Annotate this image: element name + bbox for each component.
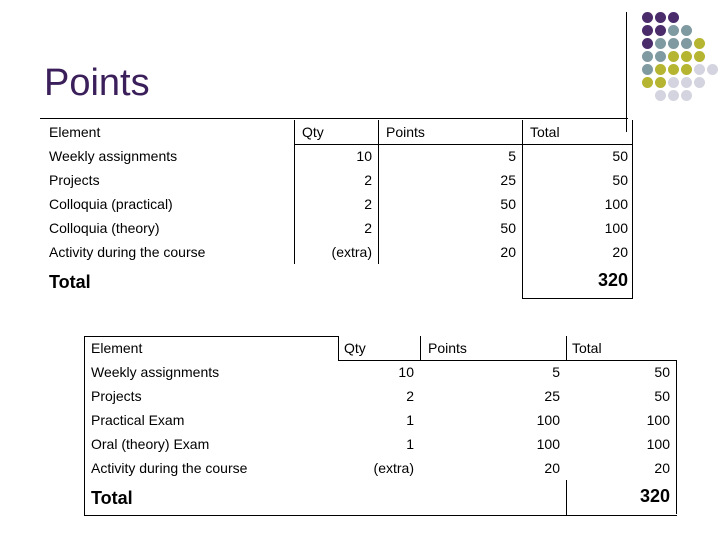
- total-value: 320: [639, 486, 670, 506]
- col-divider: [84, 336, 85, 516]
- dot: [681, 25, 692, 36]
- col-divider: [632, 120, 633, 298]
- row-points: 5: [552, 364, 560, 380]
- dot: [694, 38, 705, 49]
- row-divider: [84, 515, 677, 516]
- total-label: Total: [49, 272, 91, 292]
- row-qty: 1: [406, 412, 414, 428]
- dot: [655, 38, 666, 49]
- row-qty: (extra): [331, 244, 372, 260]
- col-divider: [566, 336, 567, 360]
- header-qty: Qty: [302, 124, 324, 140]
- col-divider: [522, 120, 523, 298]
- col-divider: [378, 120, 379, 264]
- dot: [707, 64, 718, 75]
- row-element: Weekly assignments: [91, 364, 220, 380]
- dot: [642, 25, 653, 36]
- dot: [668, 12, 679, 23]
- row-qty: 10: [398, 364, 414, 380]
- col-divider: [566, 480, 567, 516]
- header-points: Points: [386, 124, 425, 140]
- decorative-dot-grid: [640, 12, 720, 120]
- row-element: Projects: [49, 172, 100, 188]
- row-total: 50: [612, 148, 628, 164]
- header-element: Element: [49, 124, 101, 140]
- row-points: 20: [544, 460, 560, 476]
- dot: [668, 25, 679, 36]
- row-total: 20: [654, 460, 670, 476]
- row-element: Practical Exam: [91, 412, 185, 428]
- dot: [681, 77, 692, 88]
- row-points: 25: [544, 388, 560, 404]
- dot: [642, 12, 653, 23]
- decor-vertical-line: [626, 12, 627, 132]
- row-element: Projects: [91, 388, 142, 404]
- row-qty: 2: [364, 220, 372, 236]
- dot: [668, 38, 679, 49]
- row-qty: 10: [356, 148, 372, 164]
- row-points: 25: [500, 172, 516, 188]
- dot: [655, 25, 666, 36]
- row-qty: 2: [364, 172, 372, 188]
- dot: [681, 38, 692, 49]
- title-underline: [40, 118, 628, 119]
- row-qty: 2: [364, 196, 372, 212]
- dot: [642, 64, 653, 75]
- header-qty: Qty: [344, 340, 366, 356]
- col-divider: [338, 336, 339, 360]
- row-qty: (extra): [373, 460, 414, 476]
- row-element: Colloquia (theory): [49, 220, 160, 236]
- dot: [668, 77, 679, 88]
- row-element: Activity during the course: [49, 244, 206, 260]
- dot: [655, 51, 666, 62]
- dot: [655, 64, 666, 75]
- header-total: Total: [530, 124, 560, 140]
- row-total: 50: [654, 388, 670, 404]
- dot: [642, 51, 653, 62]
- row-total: 100: [604, 220, 628, 236]
- row-qty: 1: [406, 436, 414, 452]
- col-divider: [420, 336, 421, 360]
- row-element: Colloquia (practical): [49, 196, 173, 212]
- header-total: Total: [572, 340, 602, 356]
- row-points: 100: [536, 436, 560, 452]
- row-total: 50: [612, 172, 628, 188]
- dot: [668, 51, 679, 62]
- dot: [668, 64, 679, 75]
- row-points: 20: [500, 244, 516, 260]
- row-points: 50: [500, 196, 516, 212]
- dot: [681, 90, 692, 101]
- dot: [694, 77, 705, 88]
- row-divider: [294, 144, 633, 145]
- header-points: Points: [428, 340, 467, 356]
- dot: [668, 90, 679, 101]
- row-total: 20: [612, 244, 628, 260]
- header-element: Element: [91, 340, 143, 356]
- row-divider: [84, 336, 338, 337]
- dot: [694, 51, 705, 62]
- row-qty: 2: [406, 388, 414, 404]
- total-value: 320: [597, 270, 628, 290]
- total-label: Total: [91, 488, 133, 508]
- row-points: 100: [536, 412, 560, 428]
- dot: [681, 64, 692, 75]
- row-total: 100: [646, 436, 670, 452]
- row-divider: [522, 298, 633, 299]
- row-divider: [338, 360, 676, 361]
- dot: [655, 90, 666, 101]
- row-element: Oral (theory) Exam: [91, 436, 210, 452]
- row-element: Activity during the course: [91, 460, 248, 476]
- page-title: Points: [44, 62, 150, 104]
- dot: [681, 51, 692, 62]
- col-divider: [676, 360, 677, 514]
- dot: [642, 38, 653, 49]
- row-element: Weekly assignments: [49, 148, 178, 164]
- dot: [694, 64, 705, 75]
- row-points: 5: [508, 148, 516, 164]
- dot: [642, 77, 653, 88]
- dot: [655, 77, 666, 88]
- row-points: 50: [500, 220, 516, 236]
- col-divider: [294, 120, 295, 264]
- dot: [655, 12, 666, 23]
- row-total: 50: [654, 364, 670, 380]
- row-total: 100: [604, 196, 628, 212]
- row-total: 100: [646, 412, 670, 428]
